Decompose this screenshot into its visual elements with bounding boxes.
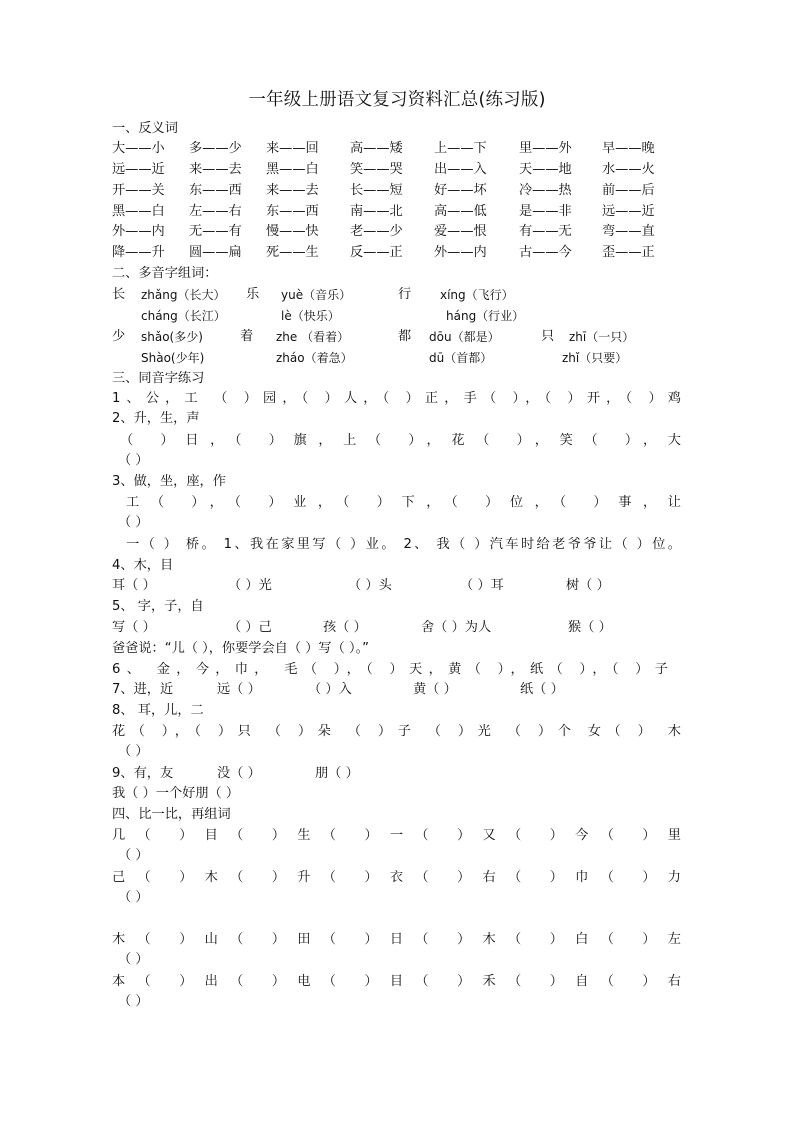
compare-row-1-wrap: （ ）	[118, 848, 149, 863]
pinyin-zhi1: zhī（一只）	[569, 330, 635, 344]
exercise-8-blank-wrap: （ ）	[118, 744, 149, 759]
antonym-pair: 来——去	[266, 183, 319, 198]
antonym-pair: 冷——热	[519, 183, 572, 198]
ex4-blank-2: （ ）光	[228, 578, 272, 593]
char-zhi: 只	[541, 329, 555, 344]
antonym-pair: 弯——直	[602, 224, 655, 239]
ex9-blank-1: 没（ ）	[217, 766, 261, 781]
exercise-9-sentence: 我（ ）一个好朋（ ）	[112, 786, 240, 801]
compare-row-2-wrap: （ ）	[118, 890, 149, 905]
section-heading-homophones: 三、同音字练习	[112, 371, 205, 386]
ex7-blank-2: （ ）入	[308, 682, 352, 697]
ex7-blank-4: 纸（ ）	[520, 682, 564, 697]
antonym-pair: 早——晚	[602, 141, 655, 156]
compare-row-4-wrap: （ ）	[118, 994, 149, 1009]
compare-row-4: 本（ ）出（ ）电（ ）目（ ）禾（ ）自（ ）右	[112, 974, 681, 989]
char-le: 乐	[246, 287, 260, 302]
antonym-pair: 死——生	[266, 245, 319, 260]
antonym-pair: 左——右	[189, 204, 242, 219]
antonym-pair: 多——少	[189, 141, 242, 156]
page-title: 一年级上册语文复习资料汇总(练习版)	[248, 90, 546, 110]
antonym-pair: 是——非	[519, 204, 572, 219]
ex9-blank-2: 朋（ ）	[315, 766, 359, 781]
exercise-3-prompt: 3、做，坐，座，作	[112, 474, 226, 489]
antonym-pair: 大——小	[112, 141, 165, 156]
ex5-blank-3: 孩（ ）	[323, 620, 367, 635]
antonym-pair: 爱——恨	[434, 224, 487, 239]
exercise-3-blanks: 工（ ），（ ）业，（ ）下，（ ）位，（ ）事，让	[126, 495, 681, 510]
exercise-4-prompt: 4、木，目	[112, 558, 174, 573]
antonym-pair: 高——矮	[350, 141, 403, 156]
char-xing: 行	[398, 287, 412, 302]
antonym-pair: 外——内	[434, 245, 487, 260]
compare-row-3: 木（ ）山（ ）田（ ）日（ ）木（ ）白（ ）左	[112, 932, 681, 947]
antonym-pair: 长——短	[350, 183, 403, 198]
antonym-pair: 来——去	[189, 162, 242, 177]
ex4-blank-3: （ ）头	[348, 578, 392, 593]
antonym-pair: 天——地	[519, 162, 572, 177]
ex7-blank-1: 远（ ）	[217, 682, 261, 697]
char-zhao: 着	[240, 329, 254, 344]
pinyin-dou: dōu（都是）	[429, 330, 500, 344]
section-heading-compare: 四、比一比，再组词	[112, 807, 231, 822]
pinyin-zhao: zháo（着急）	[276, 351, 353, 365]
pinyin-zhi3: zhǐ（只要）	[562, 351, 628, 365]
exercise-5-prompt: 5、 字，子，自	[112, 599, 204, 614]
antonym-pair: 东——西	[189, 183, 242, 198]
exercise-8-prompt: 8、 耳，儿，二	[112, 703, 204, 718]
antonym-pair: 无——有	[189, 224, 242, 239]
pinyin-du: dū（首都）	[429, 351, 493, 365]
exercise-3-blank-wrap: （ ）	[118, 515, 149, 530]
antonym-pair: 上——下	[434, 141, 487, 156]
ex5-blank-5: 猴（ ）	[568, 620, 612, 635]
antonym-pair: 慢——快	[266, 224, 319, 239]
pinyin-shao4: Shào(少年)	[141, 351, 205, 365]
exercise-2-blank-wrap: （ ）	[118, 453, 149, 468]
antonym-pair: 东——西	[266, 204, 319, 219]
exercise-2-blanks: （ ）日，（ ）旗，上（ ），花（ ），笑（ ），大	[120, 433, 681, 448]
antonym-pair: 里——外	[519, 141, 572, 156]
antonym-pair: 古——今	[519, 245, 572, 260]
ex4-blank-4: （ ）耳	[460, 578, 504, 593]
pinyin-xing: xíng（飞行）	[440, 288, 514, 302]
compare-row-2: 己（ ）木（ ）升（ ）衣（ ）右（ ）巾（ ）力	[112, 870, 681, 885]
ex5-blank-1: 写（ ）	[112, 620, 156, 635]
exercise-9-prompt: 9、有，友	[112, 766, 174, 781]
pinyin-zhe: zhe （看着）	[276, 330, 350, 344]
ex5-blank-4: 舍（ ）为人	[421, 620, 492, 635]
compare-row-3-wrap: （ ）	[118, 952, 149, 967]
char-dou: 都	[398, 329, 412, 344]
antonym-pair: 前——后	[602, 183, 655, 198]
pinyin-shao3: shǎo(多少)	[141, 330, 203, 344]
section-heading-polyphones: 二、多音字组词：	[112, 266, 218, 281]
antonym-pair: 黑——白	[112, 204, 165, 219]
antonym-pair: 出——入	[434, 162, 487, 177]
exercise-6: 6、 金，今，巾， 毛（ ），（ ）天，黄（ ），纸（ ），（ ）子	[112, 662, 668, 677]
antonym-pair: 黑——白	[266, 162, 319, 177]
antonym-pair: 好——坏	[434, 183, 487, 198]
antonym-pair: 开——关	[112, 183, 165, 198]
pinyin-zhang: zhǎng（长大）	[141, 288, 226, 302]
char-shao: 少	[112, 329, 126, 344]
pinyin-hang: háng（行业）	[446, 309, 525, 323]
ex5-blank-2: （ ）己	[228, 620, 272, 635]
pinyin-le: lè（快乐）	[281, 309, 340, 323]
antonym-pair: 笑——哭	[350, 162, 403, 177]
antonym-pair: 来——回	[266, 141, 319, 156]
antonym-pair: 远——近	[602, 204, 655, 219]
antonym-pair: 外——内	[112, 224, 165, 239]
exercise-7-prompt: 7、进，近	[112, 682, 174, 697]
antonym-pair: 高——低	[434, 204, 487, 219]
ex4-blank-1: 耳（ ）	[112, 578, 156, 593]
ex7-blank-3: 黄（ ）	[413, 682, 457, 697]
section-heading-antonyms: 一、反义词	[112, 121, 178, 136]
exercise-5-sentence: 爸爸说：“儿（ ），你要学会自（ ）写（ ）。”	[112, 641, 370, 656]
antonym-pair: 老——少	[350, 224, 403, 239]
pinyin-yue: yuè（音乐）	[281, 288, 352, 302]
char-chang: 长	[112, 287, 126, 302]
antonym-pair: 歪——正	[602, 245, 655, 260]
antonym-pair: 圆——扁	[189, 245, 242, 260]
pinyin-chang: cháng（长江）	[141, 309, 226, 323]
ex4-blank-5: 树（ ）	[566, 578, 610, 593]
exercise-1: 1、公，工 （ ）园，（ ）人，（ ）正，手（ ），（ ）开，（ ）鸡	[112, 391, 681, 406]
antonym-pair: 远——近	[112, 162, 165, 177]
antonym-pair: 南——北	[350, 204, 403, 219]
compare-row-1: 几（ ）目（ ）生（ ）一（ ）又（ ）今（ ）里	[112, 828, 681, 843]
antonym-pair: 有——无	[519, 224, 572, 239]
exercise-2-prompt: 2、升，生，声	[112, 411, 200, 426]
antonym-pair: 反——正	[350, 245, 403, 260]
antonym-pair: 降——升	[112, 245, 165, 260]
exercise-3-sentences: 一（ ） 桥。 1、我在家里写（ ）业。 2、 我（ ）汽车时给老爷爷让（ ）位。	[126, 537, 681, 552]
exercise-8-blanks: 花（ ），（ ）只 （ ）朵 （ ）子 （ ）光 （ ）个 女（ ） 木	[112, 724, 681, 739]
antonym-pair: 水——火	[602, 162, 655, 177]
